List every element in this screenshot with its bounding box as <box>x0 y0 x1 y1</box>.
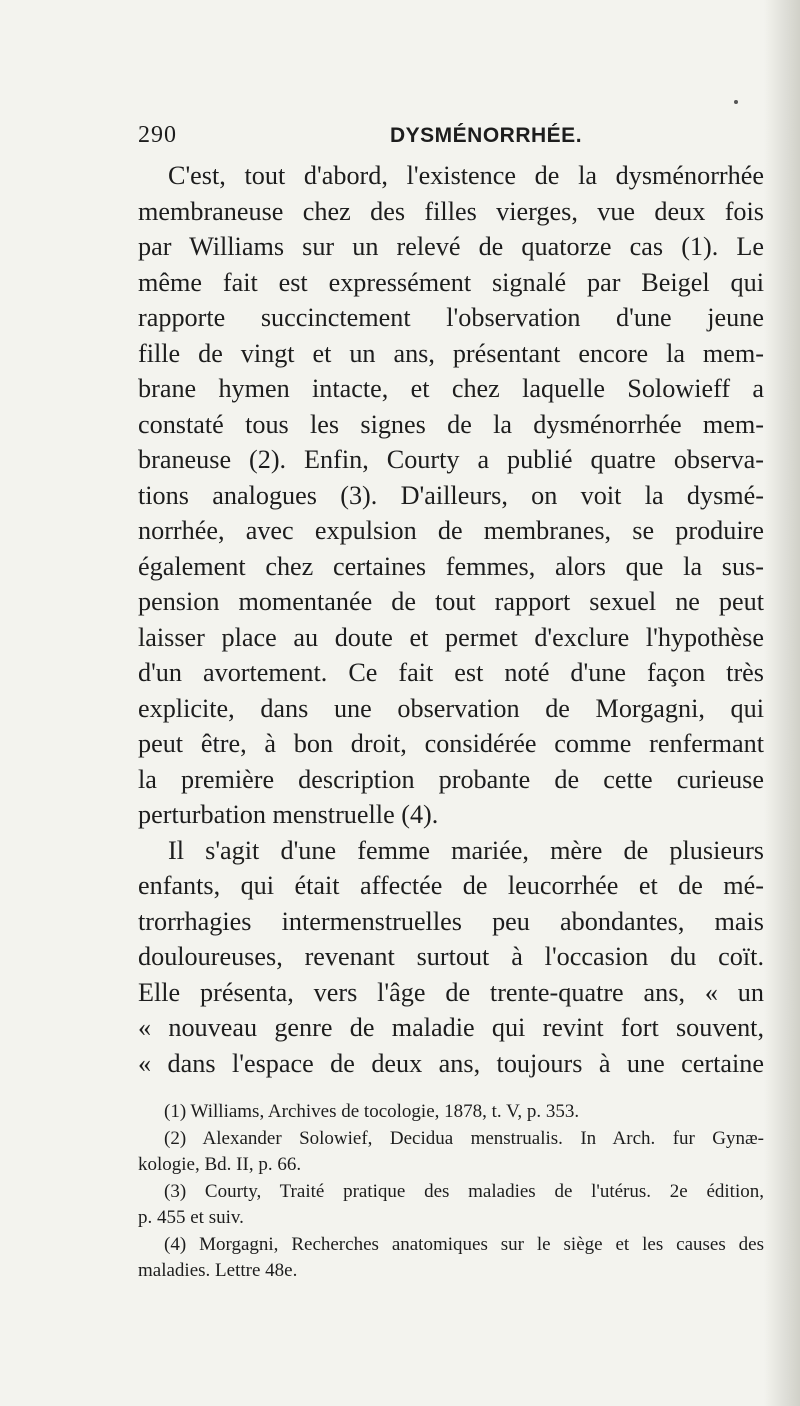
text-line: peut être, à bon droit, considérée comme renfermant <box>138 729 764 758</box>
text-line: douloureuses, revenant surtout à l'occasion du coït. <box>138 942 764 971</box>
text-line: également chez certaines femmes, alors que la sus- <box>138 551 764 581</box>
text-line: C'est, tout d'abord, l'existence de la dysménorrhée <box>168 161 764 190</box>
text-line: perturbation menstruelle (4). <box>138 800 439 829</box>
footnote-line: (3) Courty, Traité pratique des maladies de l'utérus. 2e édition, <box>164 1180 764 1202</box>
text-line: laisser place au doute et permet d'exclure l'hypothèse <box>138 622 764 652</box>
footnote-line: (1) Williams, Archives de tocologie, 1878, t. V, p. 353. <box>164 1101 580 1122</box>
text-line: Elle présenta, vers l'âge de trente-quatre ans, « un <box>138 977 764 1007</box>
footnote-line: kologie, Bd. II, p. 66. <box>138 1154 302 1175</box>
footnote-line: (2) Alexander Solowief, Decidua menstrualis. In Arch. fur Gynæ- <box>164 1127 764 1149</box>
text-line: la première description probante de cette curieuse <box>138 764 764 794</box>
text-line: même fait est expressément signalé par Beigel qui <box>138 267 764 297</box>
page-edge-shadow <box>764 0 800 1406</box>
text-line: pension momentanée de tout rapport sexuel ne peut <box>138 587 764 616</box>
text-line: norrhée, avec expulsion de membranes, se produire <box>138 516 764 545</box>
text-line: braneuse (2). Enfin, Courty a publié quatre observa- <box>138 445 764 474</box>
text-line: membraneuse chez des filles vierges, vue deux fois <box>138 196 764 226</box>
footnote-line: maladies. Lettre 48e. <box>138 1260 298 1281</box>
footnote-line: p. 455 et suiv. <box>138 1207 244 1228</box>
footnotes <box>138 1099 764 1285</box>
page-number: 290 <box>138 122 177 148</box>
text-line: « nouveau genre de maladie qui revint fort souvent, <box>138 1013 764 1042</box>
text-line: trorrhagies intermenstruelles peu abondantes, mais <box>138 906 764 936</box>
text-line: explicite, dans une observation de Morgagni, qui <box>138 693 764 723</box>
print-speck <box>734 100 738 104</box>
text-line: par Williams sur un relevé de quatorze cas (1). Le <box>138 232 764 261</box>
body-paragraphs <box>138 158 764 1081</box>
text-line: constaté tous les signes de la dysménorrhée mem- <box>138 409 764 439</box>
text-line: enfants, qui était affectée de leucorrhée et de mé- <box>138 871 764 900</box>
book-page <box>138 118 764 1285</box>
text-line: rapporte succinctement l'observation d'une jeune <box>138 303 764 332</box>
text-line: tions analogues (3). D'ailleurs, on voit la dysmé- <box>138 480 764 510</box>
text-line: « dans l'espace de deux ans, toujours à une certaine <box>138 1048 764 1078</box>
page-header: DYSMÉNORRHÉE. <box>390 124 583 147</box>
running-head <box>138 118 764 158</box>
text-line: Il s'agit d'une femme mariée, mère de plusieurs <box>168 835 764 865</box>
text-line: fille de vingt et un ans, présentant encore la mem- <box>138 338 764 368</box>
footnote-line: (4) Morgagni, Recherches anatomiques sur le siège et les causes des <box>164 1233 764 1255</box>
text-line: d'un avortement. Ce fait est noté d'une façon très <box>138 658 764 687</box>
text-line: brane hymen intacte, et chez laquelle Solowieff a <box>138 374 764 403</box>
